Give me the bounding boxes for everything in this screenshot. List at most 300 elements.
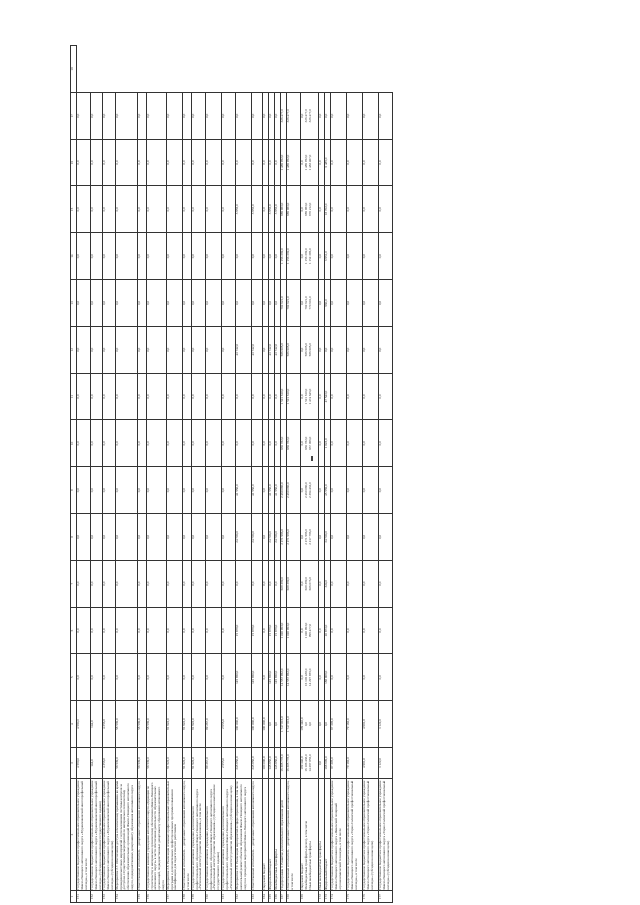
value-cell: 0,0 [274,701,280,748]
value-cell: 43 742,0 [235,326,251,373]
value-cell: 0,0 [77,560,91,607]
value-cell: 79 182,0 [346,748,362,779]
value-cell: 0,0 [137,92,146,139]
row-description: Мероприятие 2.8. Реализация основных профессиональных образовательных программ и дополнительных профессиональных программ повышения квалификации для педагогических работников [166,779,182,891]
value-cell: 0,0 [205,373,221,420]
value-cell: 0,0 [221,139,235,186]
value-cell: 3 955,0 [268,186,274,233]
value-cell: 87 305,0 [330,701,346,748]
value-cell: 0,0 [221,560,235,607]
value-cell: 0,0 [137,186,146,233]
value-cell: 0,0 [262,373,268,420]
value-cell: 0,0 [137,607,146,654]
value-cell: 0,0 [191,560,205,607]
value-cell: 0,0 [205,420,221,467]
row-number: 172 [318,891,324,903]
row-number: 161 [221,891,235,903]
value-cell: 0,0 [91,373,103,420]
value-cell: 91 922,0 [166,748,182,779]
value-cell: 0,0 [146,467,166,514]
value-cell: 0,0 [362,92,378,139]
table-body [77,46,393,903]
value-cell: 0,0 16 106 438,0 14 297 855,0 [300,654,318,701]
column-header: 14 [71,233,77,280]
value-cell: 0,0 [262,326,268,373]
row-number: 154 [115,891,137,903]
table-row [146,46,166,903]
value-cell: 0,0 [91,607,103,654]
column-header: 16 [71,139,77,186]
value-cell: 0,0 [330,373,346,420]
value-cell: 0,0 [205,280,221,327]
row-number: 162 [235,891,251,903]
column-header: 2 [71,779,77,891]
value-cell: 0,0 [330,326,346,373]
value-cell: 0,0 [166,139,182,186]
value-cell: 2 271 996,0 [286,514,300,561]
value-cell: 0,0 [330,92,346,139]
table-row [346,46,362,903]
value-cell: 0,0 [91,467,103,514]
value-cell: 0,0 [191,326,205,373]
value-cell: 43 742,0 [268,326,274,373]
value-cell: 79 182,0 [346,701,362,748]
table-row [166,46,182,903]
value-cell: 0,0 [318,748,324,779]
row-number: 175 [346,891,362,903]
value-cell: 0,0 [146,560,166,607]
value-cell: 0,0 [182,373,191,420]
row-description: Окружной бюджет [262,779,268,891]
value-cell: 145 850,0 [268,654,274,701]
value-cell: 0,0 [274,139,280,186]
table-row [362,46,378,903]
value-cell: 0,0 [191,373,205,420]
value-cell: 0,0 [166,560,182,607]
value-cell: 0,0 [251,233,262,280]
value-cell: 188 909,0 [324,748,330,779]
value-cell: 0,0 [324,326,330,373]
value-cell: 0,0 [103,373,115,420]
value-cell: 0,0 [330,514,346,561]
table-row [77,46,91,903]
value-cell: 0,0 1 489 952,0 1 483 467,0 [300,139,318,186]
value-cell: 0,0 [235,139,251,186]
value-cell: 0,0 [274,92,280,139]
value-cell: 0,0 [251,560,262,607]
value-cell: 0,0 [346,560,362,607]
value-cell: 145 850,0 [274,654,280,701]
value-cell: 3 951,0 [324,233,330,280]
value-cell: 0,0 [191,420,205,467]
value-cell: 0,0 [182,92,191,139]
column-header: 1 [71,891,77,903]
value-cell: 0,0 [77,607,91,654]
value-cell: 0,0 [115,514,137,561]
value-cell: 0,0 [378,467,392,514]
value-cell: 0,0 [77,654,91,701]
value-cell: 0,0 [77,326,91,373]
value-cell: 87 305,0 [330,748,346,779]
value-cell: 0,0 [137,420,146,467]
row-description: Иные межбюджетные трансферты [318,779,324,891]
value-cell: 0,0 [91,280,103,327]
value-cell: 0,0 [378,186,392,233]
value-cell: 782 621,0 [280,280,286,327]
value-cell: 0,0 [268,280,274,327]
value-cell: 0,0 [182,186,191,233]
value-cell: 0,0 [137,373,146,420]
table-row [137,46,146,903]
value-cell: 0,0 [91,420,103,467]
value-cell: 16 305 778,0 [286,748,300,779]
value-cell: 0,0 [378,607,392,654]
row-number: 165 [268,891,274,903]
row-number: 156 [146,891,166,903]
value-cell: 1 747 816,0 [286,701,300,748]
column-header: 10 [71,420,77,467]
table-row [205,46,221,903]
value-cell: 0,0 326 477,0 326 477,0 [300,92,318,139]
value-cell: 0,0 [318,373,324,420]
value-cell: 0,0 [91,92,103,139]
value-cell: 836 782,0 [286,420,300,467]
value-cell: 100 000,0 [262,748,268,779]
value-cell: 0,0 [346,654,362,701]
value-cell: 0,0 [330,280,346,327]
value-cell: 0,0 [205,654,221,701]
value-cell: 0,0 [115,467,137,514]
column-header: 12 [71,326,77,373]
value-cell: 1 020 963,0 [286,607,300,654]
value-cell: 145 850,0 [268,748,274,779]
value-cell: 0,0 [182,467,191,514]
value-cell: 0,0 [318,92,324,139]
value-cell: 0,0 [378,654,392,701]
value-cell: 0,0 [221,92,235,139]
value-cell: 0,0 [274,560,280,607]
value-cell: 0,0 [346,92,362,139]
value-cell: 199 340,0 16 106 438,0 14 297 855,0 [300,748,318,779]
value-cell: 58 539,0 [146,701,166,748]
value-cell: 1 156 339,0 [286,233,300,280]
value-cell: 0,0 [146,139,166,186]
value-cell: 0,0 [318,467,324,514]
value-cell: 43 742,0 [274,326,280,373]
row-number: 155 [137,891,146,903]
value-cell: 0,0 1 020 963,0 999 477,0 [300,607,318,654]
value-cell: 0,0 [146,326,166,373]
value-cell: 0,0 [191,233,205,280]
row-number: 152 [91,891,103,903]
value-cell: 0,0 [268,701,274,748]
value-cell: 324,0 [324,560,330,607]
table-row [378,46,392,903]
value-cell: 0,0 [182,607,191,654]
value-cell: 145 850,0 [274,748,280,779]
row-number: 153 [103,891,115,903]
value-cell: 0,0 [137,280,146,327]
value-cell: 836 782,0 [280,420,286,467]
row-description: Ответственный исполнитель – департамент образования автономного округа [251,779,262,891]
row-description: Федеральный бюджет [268,779,274,891]
value-cell: 0,0 [346,280,362,327]
value-cell: 0,0 [262,607,268,654]
value-cell: 989 983,0 [286,186,300,233]
value-cell: 6 485,0 [324,139,330,186]
value-cell: 0,0 [268,420,274,467]
value-cell: 0,0 [268,92,274,139]
row-number: 157 [166,891,182,903]
value-cell: 0,0 [205,467,221,514]
value-cell: 0,0 [191,186,205,233]
value-cell: 0,0 [346,420,362,467]
value-cell: 0,0 [91,326,103,373]
row-description: Государственное бюджетное профессиональное образовательное учреждение Ямало-Ненецкого автономного округа «Тарко-Салинский профессиональный колледж», в том числе [346,779,362,891]
value-cell: 0,0 [346,186,362,233]
value-cell: 0,0 [166,186,182,233]
value-cell: 0,0 [115,420,137,467]
value-cell: 1 489 952,0 [286,139,300,186]
value-cell: 0,0 [268,139,274,186]
value-cell: 0,0 [166,514,182,561]
row-description: Государственное казенное учреждение автономного округа «Дирекция по строительству и материально-техническому обеспечению Ямало-Ненецкого автономного округа» в части обеспечения деятельности образовательных организаций, подведомственных департаменту образования автономного округа [146,779,166,891]
row-number: 163 [251,891,262,903]
value-cell: 0,0 [103,280,115,327]
value-cell: 1 747 816,0 [280,701,286,748]
row-number: 176 [362,891,378,903]
value-cell: 0,0 836 782,0 837 066,0 [300,420,318,467]
table-row [330,46,346,903]
value-cell: 0,0 [191,280,205,327]
table-row [251,46,262,903]
value-cell: 2 460 080,0 [280,467,286,514]
value-cell: 0,0 [182,514,191,561]
row-description: Мероприятие 2.9. Реализация мероприятий в сфере образования, в том числе капитальный ремонт объектов образования Ямало-Ненецкого автономного округа и проведение мероприятий Ямало-Ненецкого автономного округа [235,779,251,891]
value-cell: 0,0 [221,467,235,514]
value-cell: 245 850,0 [235,748,251,779]
rotated-table [70,45,560,903]
value-cell: 0,0 2 271 996,0 2 217 796,0 [300,514,318,561]
value-cell: 0,0 [330,654,346,701]
value-cell: 1 156 339,0 [280,233,286,280]
value-cell: 0,0 [221,233,235,280]
value-cell: 0,0 [205,607,221,654]
value-cell: 144,0 [91,701,103,748]
value-cell: 0,0 [330,139,346,186]
column-header: 7 [71,560,77,607]
value-cell: 0,0 1 156 339,0 1 152 396,0 [300,233,318,280]
value-cell: 4 356,0 [103,701,115,748]
table-row [182,46,191,903]
value-cell: 0,0 [362,373,378,420]
row-description: Государственное бюджетное профессиональное образовательное учреждение Ямало-Ненецкого автономного округа «Муравленковский многопрофильный колледж» (субсидия на выполнение государственного задания) [91,779,103,891]
value-cell: 100 000,0 [262,701,268,748]
value-cell: 0,0 [362,654,378,701]
value-cell: 0,0 [205,514,221,561]
value-cell: 41 550,0 [274,467,280,514]
value-cell: 0,0 [318,139,324,186]
value-cell: 0,0 [137,326,146,373]
value-cell: 0,0 [221,420,235,467]
row-description: Ответственный исполнитель – департамент образования автономного округа, в том числе [182,779,191,891]
value-cell: 0,0 [330,607,346,654]
value-cell: 0,0 [318,514,324,561]
value-cell: 4 356,0 [103,748,115,779]
value-cell: 0,0 [378,373,392,420]
value-cell: 0,0 [346,373,362,420]
value-cell: 609 399,0 [286,560,300,607]
table-row [221,46,235,903]
value-cell: 326 477,0 [286,92,300,139]
value-cell: 24 700,0 [251,514,262,561]
value-cell: 0,0 [146,373,166,420]
row-description: Государственное бюджетное профессиональное образовательное учреждение Ямало-Ненецкого автономного округа «Муравленковский многопрофильный колледж» (субсидия на иные цели) [103,779,115,891]
value-cell: 0,0 [235,280,251,327]
value-cell: 89 267,0 [205,748,221,779]
value-cell: 100 000,0 [235,701,251,748]
value-cell: 0,0 [324,701,330,748]
value-cell: 34 700,0 [324,514,330,561]
value-cell: 245 850,0 [251,748,262,779]
value-cell: 0,0 [251,92,262,139]
value-cell: 4 590,0 [77,748,91,779]
value-cell: 0,0 [346,233,362,280]
value-cell: 0,0 [166,280,182,327]
value-cell: 0,0 [166,467,182,514]
value-cell: 1 823,0 [324,420,330,467]
value-cell: 0,0 [221,607,235,654]
table-row [191,46,205,903]
value-cell: 0,0 [182,654,191,701]
value-cell: 0,0 [378,280,392,327]
value-cell: 0,0 [182,280,191,327]
value-cell: 0,0 [91,654,103,701]
value-cell: 0,0 [103,92,115,139]
column-header: 3 [71,748,77,779]
value-cell: 0,0 [268,233,274,280]
value-cell: 0,0 [362,280,378,327]
value-cell: 41 550,0 [251,467,262,514]
value-cell: 0,0 [205,186,221,233]
value-cell: 0,0 [137,233,146,280]
row-number: 174 [330,891,346,903]
value-cell: 3 122,0 [378,701,392,748]
value-cell: 0,0 [146,186,166,233]
value-cell: 0,0 [137,560,146,607]
value-cell: 0,0 [182,326,191,373]
value-cell: 0,0 [235,233,251,280]
value-cell: 0,0 [146,607,166,654]
value-cell: 3 122,0 [378,748,392,779]
value-cell: 0,0 [115,280,137,327]
value-cell: 0,0 [166,373,182,420]
value-cell: 0,0 [91,233,103,280]
value-cell: 0,0 [221,186,235,233]
value-cell: 145 850,0 [235,654,251,701]
row-description: Государственное бюджетное профессиональное образовательное учреждение Ямало-Ненецкого автономного округа «Тарко-Салинский профессиональный колледж» (субсидия на иные цели) [362,779,378,891]
row-number: 169 [300,891,318,903]
column-header: 6 [71,607,77,654]
value-cell: 43 742,0 [251,326,262,373]
row-description: Межбюджетные трансферты [274,779,280,891]
value-cell: 0,0 [235,420,251,467]
value-cell: 0,0 [115,326,137,373]
value-cell: 58 539,0 [115,748,137,779]
row-number: 160 [205,891,221,903]
row-description: Государственное бюджетное профессиональное образовательное учреждение Ямало-Ненецкого автономного округа «Ямальский полярный агроэкономический техникум», в том числе [330,779,346,891]
row-number: 164 [262,891,268,903]
value-cell: 0,0 [191,139,205,186]
value-cell: 0,0 [137,139,146,186]
value-cell: 960,0 [324,280,330,327]
column-header: 18 [71,46,77,93]
value-cell: 0,0 [378,139,392,186]
value-cell: 0,0 [166,654,182,701]
row-description: Государственное автономное учреждение дополнительного профессионального образования Ямало-Ненецкого автономного округа «Региональный институт развития образования» (субсидия на иные цели) [221,779,235,891]
value-cell: 0,0 [77,280,91,327]
value-cell: 586 605,0 [280,326,286,373]
table-row [115,46,137,903]
value-cell: 0,0 [378,326,392,373]
column-header: 8 [71,514,77,561]
row-number: 167 [280,891,286,903]
table-row [103,46,115,903]
value-cell: 0,0 [137,654,146,701]
value-cell: 0,0 [205,92,221,139]
value-cell: 1 521 610,0 [280,373,286,420]
value-cell: 0,0 [318,280,324,327]
value-cell: 0,0 [268,560,274,607]
value-cell: 586 605,0 [286,326,300,373]
value-cell: 0,0 [91,514,103,561]
value-cell: 0,0 [362,326,378,373]
column-header: 9 [71,467,77,514]
value-cell: 0,0 [146,654,166,701]
value-cell: 0,0 [221,373,235,420]
value-cell: 14 557 962,0 [286,654,300,701]
value-cell: 2 655,0 [221,748,235,779]
value-cell: 0,0 [346,326,362,373]
value-cell: 0,0 [362,186,378,233]
value-cell: 1 521 610,0 [286,373,300,420]
value-cell: 199 340,0 0,0 0,0 [300,701,318,748]
column-header: 4 [71,701,77,748]
value-cell: 0,0 [146,514,166,561]
value-cell: 0,0 [77,186,91,233]
value-cell: 0,0 [346,607,362,654]
value-cell: 0,0 [324,92,330,139]
value-cell: 145 850,0 [251,654,262,701]
row-description: Мероприятие 2.7. Обеспечение доступа к безопасному пребыванию во время проведения массовых мероприятий с использованием системы контроля за доступом. Осуществление мероприятий по материально-техническому обеспечению образовательных организаций Ямало-Ненецкого автономного округа, подведомственных департаменту образования автономного округа [115,779,137,891]
row-description: Государственное бюджетное профессиональное образовательное учреждение Ямало-Ненецкого автономного округа «Муравленковский многопрофильный колледж», в том числе [77,779,91,891]
value-cell: 0,0 [103,654,115,701]
value-cell: 91 922,0 [182,748,191,779]
value-cell: 0,0 [362,420,378,467]
value-cell: 4 590,0 [77,701,91,748]
value-cell: 0,0 [362,607,378,654]
row-description: Ответственный исполнитель – департамент образования автономного округа, в том числе [286,779,300,891]
value-cell: 0,0 [166,326,182,373]
value-cell: 0,0 [318,186,324,233]
row-number: 151 [77,891,91,903]
value-cell: 0,0 [262,654,268,701]
value-cell: 0,0 [91,560,103,607]
value-cell: 0,0 [115,139,137,186]
value-cell: 15 879,0 [274,607,280,654]
value-cell: 24 700,0 [268,514,274,561]
value-cell: 0,0 [115,560,137,607]
